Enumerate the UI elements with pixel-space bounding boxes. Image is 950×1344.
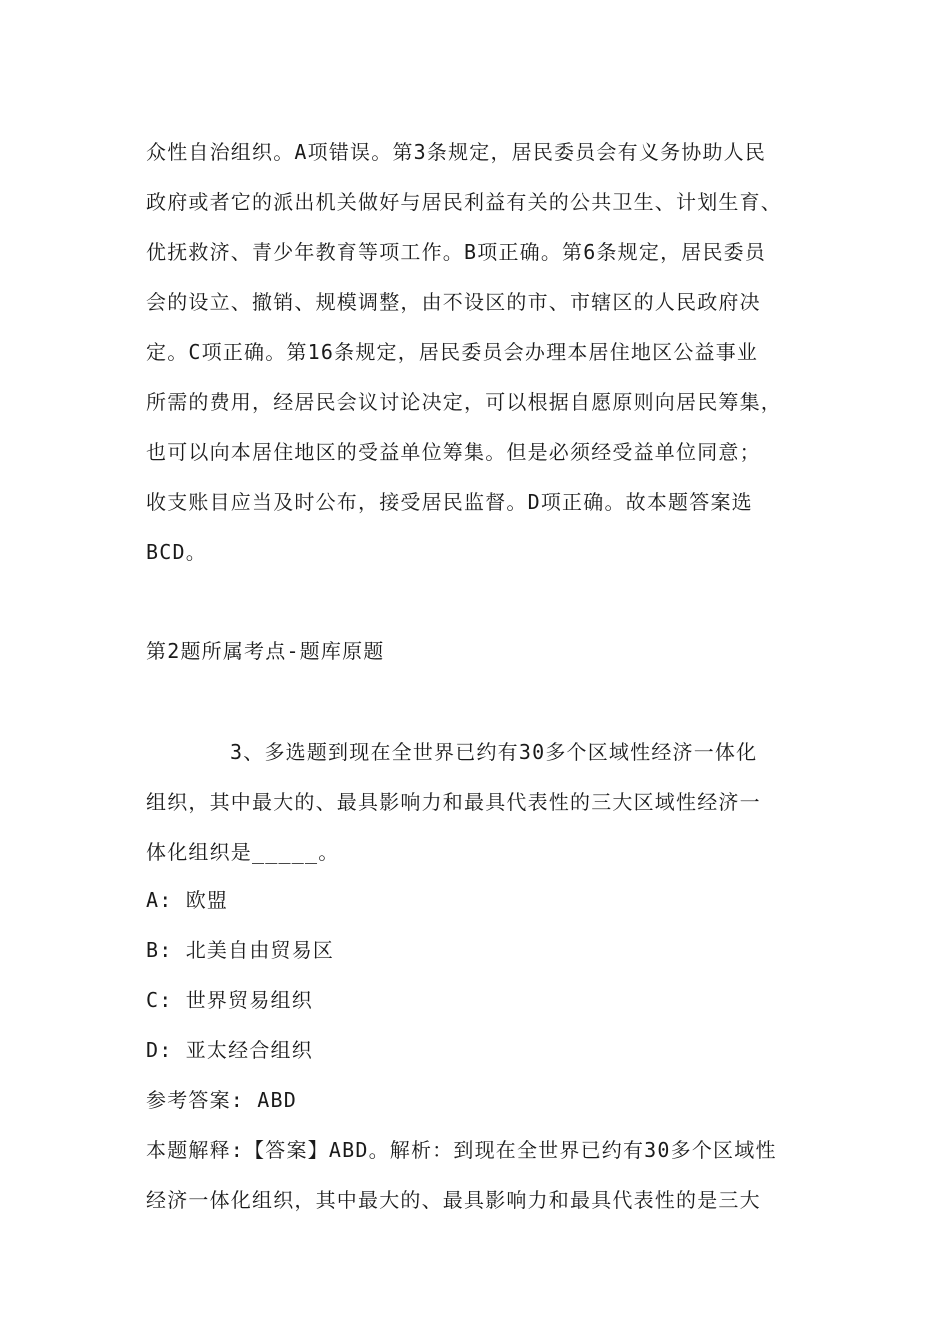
question-stem-line: 3、多选题到现在全世界已约有30多个区域性经济一体化 — [230, 740, 758, 764]
explanation-line: 收支账目应当及时公布，接受居民监督。D项正确。故本题答案选 — [146, 490, 753, 514]
explanation-line: BCD。 — [146, 540, 207, 564]
option-a: A: 欧盟 — [146, 888, 229, 912]
option-b: B: 北美自由贸易区 — [146, 938, 335, 962]
question-stem-line: 体化组织是_____。 — [146, 840, 340, 864]
explanation-line: 优抚救济、青少年教育等项工作。B项正确。第6条规定，居民委员 — [146, 240, 767, 264]
explanation-line: 本题解释:【答案】ABD。解析：到现在全世界已约有30多个区域性 — [146, 1138, 777, 1162]
explanation-line: 经济一体化组织，其中最大的、最具影响力和最具代表性的是三大 — [146, 1188, 761, 1212]
explanation-line: 也可以向本居住地区的受益单位筹集。但是必须经受益单位同意； — [146, 440, 761, 464]
option-d: D: 亚太经合组织 — [146, 1038, 313, 1062]
option-c: C: 世界贸易组织 — [146, 988, 313, 1012]
explanation-line: 定。C项正确。第16条规定，居民委员会办理本居住地区公益事业 — [146, 340, 759, 364]
explanation-line: 政府或者它的派出机关做好与居民利益有关的公共卫生、计划生育、 — [146, 190, 782, 214]
explanation-line: 众性自治组织。A项错误。第3条规定，居民委员会有义务协助人民 — [146, 140, 767, 164]
question-topic-note: 第2题所属考点-题库原题 — [146, 639, 385, 663]
explanation-line: 所需的费用，经居民会议讨论决定，可以根据自愿原则向居民筹集， — [146, 390, 782, 414]
explanation-line: 会的设立、撤销、规模调整，由不设区的市、市辖区的人民政府决 — [146, 290, 761, 314]
question-stem-line: 组织，其中最大的、最具影响力和最具代表性的三大区域性经济一 — [146, 790, 761, 814]
reference-answer: 参考答案: ABD — [146, 1088, 298, 1112]
